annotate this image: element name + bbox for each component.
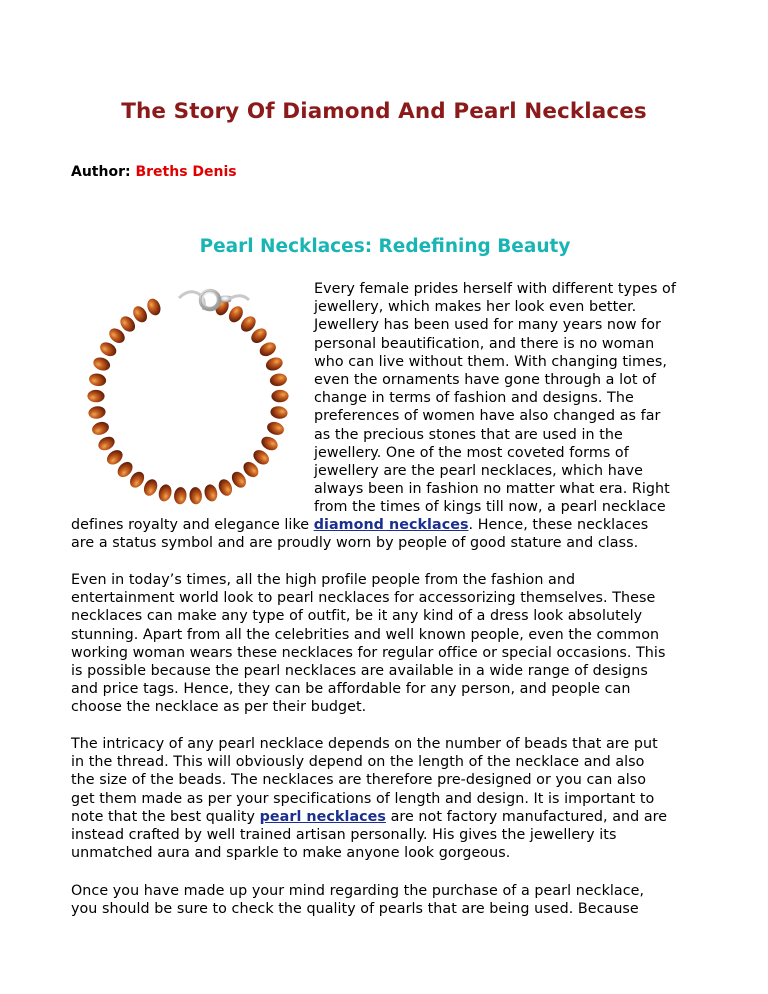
diamond-necklaces-link[interactable]: diamond necklaces [313,517,469,533]
text-segment: . Hence, these necklaces [468,517,649,533]
text-line: is possible because the pearl necklaces are available in a wide range of designs [71,663,648,680]
text-line: are a status symbol and are proudly worn by people of good stature and class. [71,535,639,552]
bead [270,405,289,420]
text-line: the size of the beads. The necklaces are therefore pre-designed or you can also [71,772,647,789]
text-line: choose the necklace as per their budget. [71,699,367,716]
bead [88,405,107,420]
paragraph-1-wrap [314,280,709,517]
text-line: Jewellery has been used for many years now for [314,317,661,334]
bead [269,372,288,387]
text-line: jewellery, which makes her look even better. [314,299,637,316]
bead [145,297,163,318]
bead [265,420,285,437]
paragraph-2 [71,571,701,717]
bead [96,434,117,453]
bead [216,477,234,498]
text-line [71,516,701,534]
text-line: working woman wears these necklaces for regular office or special occasions. This [71,644,666,661]
text-line: change in terms of fashion and designs. The [314,390,634,407]
bead [157,483,173,503]
bead [141,477,159,498]
text-line: always been in fashion no matter what era. Right [314,481,670,498]
bead [189,487,203,505]
bead [271,390,288,403]
paragraph-3 [71,735,701,862]
bead [264,355,284,373]
bead [98,340,119,359]
text-line: in the thread. This will obviously depend on the length of the necklace and also [71,754,645,771]
text-line: from the times of kings till now, a pearl necklace [314,499,666,516]
text-line: get them made as per your specifications of length and design. It is important to [71,790,655,807]
text-segment: defines royalty and elegance like [71,517,314,533]
text-line: jewellery are the pearl necklaces, which have [314,463,644,480]
text-line: personal beautification, and there is no woman [314,335,655,352]
text-line [71,808,701,826]
author-line [71,164,237,180]
paragraph-1-continuation [71,516,701,552]
text-line: preferences of women have also changed as far [314,408,661,425]
bead [90,420,110,437]
text-line: who can live without them. With changing times, [314,353,667,370]
pearl-necklace-illustration [71,270,306,515]
text-line: jewellery. One of the most coveted forms of [314,444,629,461]
text-line: Once you have made up your mind regarding the purchase of a pearl necklace, [71,883,645,899]
pearl-necklace-image [71,270,306,515]
text-line: you should be sure to check the quality of pearls that are being used. Because [71,901,639,918]
text-line: even the ornaments have gone through a lot of [314,372,657,389]
author-label: Author: [71,164,131,180]
pearl-necklaces-link[interactable]: pearl necklaces [259,808,386,825]
text-line: stunning. Apart from all the celebrities and well known people, even the common [71,626,660,643]
text-line: and price tags. Hence, they can be affordable for any person, and people can [71,681,631,698]
bead [91,355,111,373]
text-segment: note that the best quality [71,808,260,825]
bead [87,390,104,403]
text-line: The intricacy of any pearl necklace depends on the number of beads that are put [71,736,658,752]
text-line: unmatched aura and sparkle to make anyone look gorgeous. [71,845,511,862]
text-line: Every female prides herself with different types of [314,281,676,297]
bead [88,372,107,387]
bead [203,483,219,503]
bead [259,434,280,453]
author-name: Breths Denis [135,164,237,180]
section-subtitle: Pearl Necklaces: Redefining Beauty [199,236,571,257]
text-segment: are not factory manufactured, and are [385,808,668,825]
document-title: The Story Of Diamond And Pearl Necklaces [121,99,647,124]
bead [257,340,278,359]
text-line: Even in today’s times, all the high profile people from the fashion and [71,572,576,588]
text-line: instead crafted by well trained artisan personally. His gives the jewellery its [71,827,617,844]
text-line: entertainment world look to pearl necklaces for accessorizing themselves. These [71,590,656,607]
bead [173,487,187,505]
paragraph-4 [71,882,701,918]
text-line: as the precious stones that are used in the [314,426,623,443]
text-line: necklaces can make any type of outfit, be it any kind of a dress look absolutely [71,608,643,625]
